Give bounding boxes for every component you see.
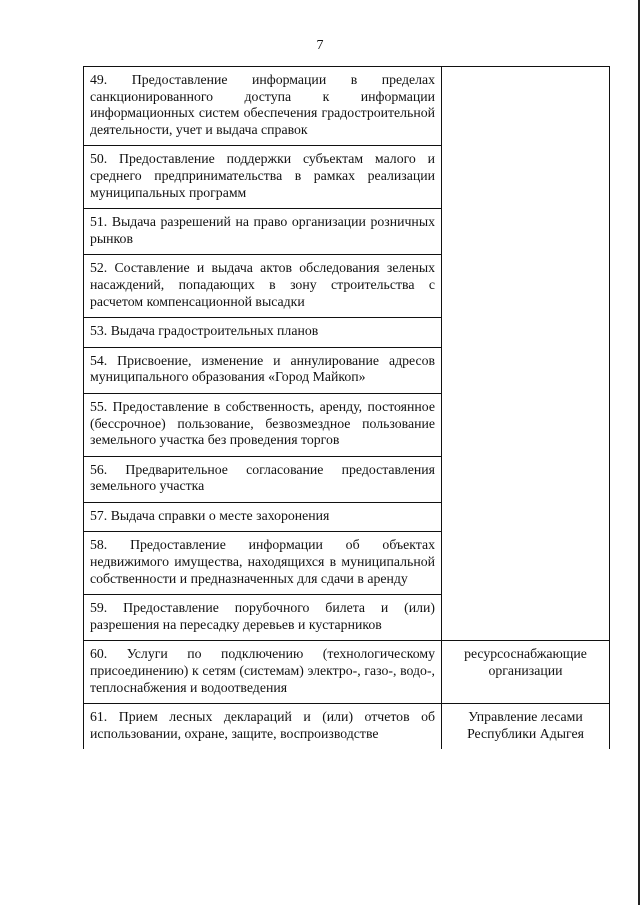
service-cell-57: 57. Выдача справки о месте захоронения — [84, 502, 442, 532]
service-cell-59: 59. Предоставление порубочного билета и (или) разрешения на пересадку деревьев и кустарников — [84, 595, 442, 641]
service-cell-49: 49. Предоставление информации в пределах санкционированного доступа к информации информационных систем обеспечения градостроительной деятельности, учет и выдача справок — [84, 67, 442, 146]
table-row — [84, 641, 610, 704]
service-cell-51: 51. Выдача разрешений на право организации розничных рынков — [84, 209, 442, 255]
service-cell-55: 55. Предоставление в собственность, аренду, постоянное (бессрочное) пользование, безвозмездное пользование земельного участка без проведения торгов — [84, 393, 442, 456]
service-cell-61: 61. Прием лесных деклараций и (или) отчетов об использовании, охране, защите, воспроизводстве — [84, 704, 442, 750]
service-cell-53: 53. Выдача градостроительных планов — [84, 318, 442, 348]
service-cell-56: 56. Предварительное согласование предоставления земельного участка — [84, 456, 442, 502]
service-cell-58: 58. Предоставление информации об объектах недвижимого имущества, находящихся в муниципальной собственности и предназначенных для сдачи в аренду — [84, 532, 442, 595]
table-row — [84, 67, 610, 146]
org-cell-forestry: Управление лесами Республики Адыгея — [442, 704, 610, 750]
services-table — [83, 66, 610, 749]
service-cell-50: 50. Предоставление поддержки субъектам малого и среднего предпринимательства в рамках реализации муниципальных программ — [84, 146, 442, 209]
org-cell-municipal — [442, 67, 610, 641]
service-cell-60: 60. Услуги по подключению (технологическому присоединению) к сетям (системам) электро-, газо-, водо-, теплоснабжения и водоотведения — [84, 641, 442, 704]
service-cell-52: 52. Составление и выдача актов обследования зеленых насаждений, попадающих в зону строительства с расчетом компенсационной высадки — [84, 255, 442, 318]
service-cell-54: 54. Присвоение, изменение и аннулирование адресов муниципального образования «Город Майкоп» — [84, 347, 442, 393]
page-number: 7 — [316, 38, 324, 53]
table-row — [84, 704, 610, 750]
org-cell-resource: ресурсоснабжающие организации — [442, 641, 610, 704]
